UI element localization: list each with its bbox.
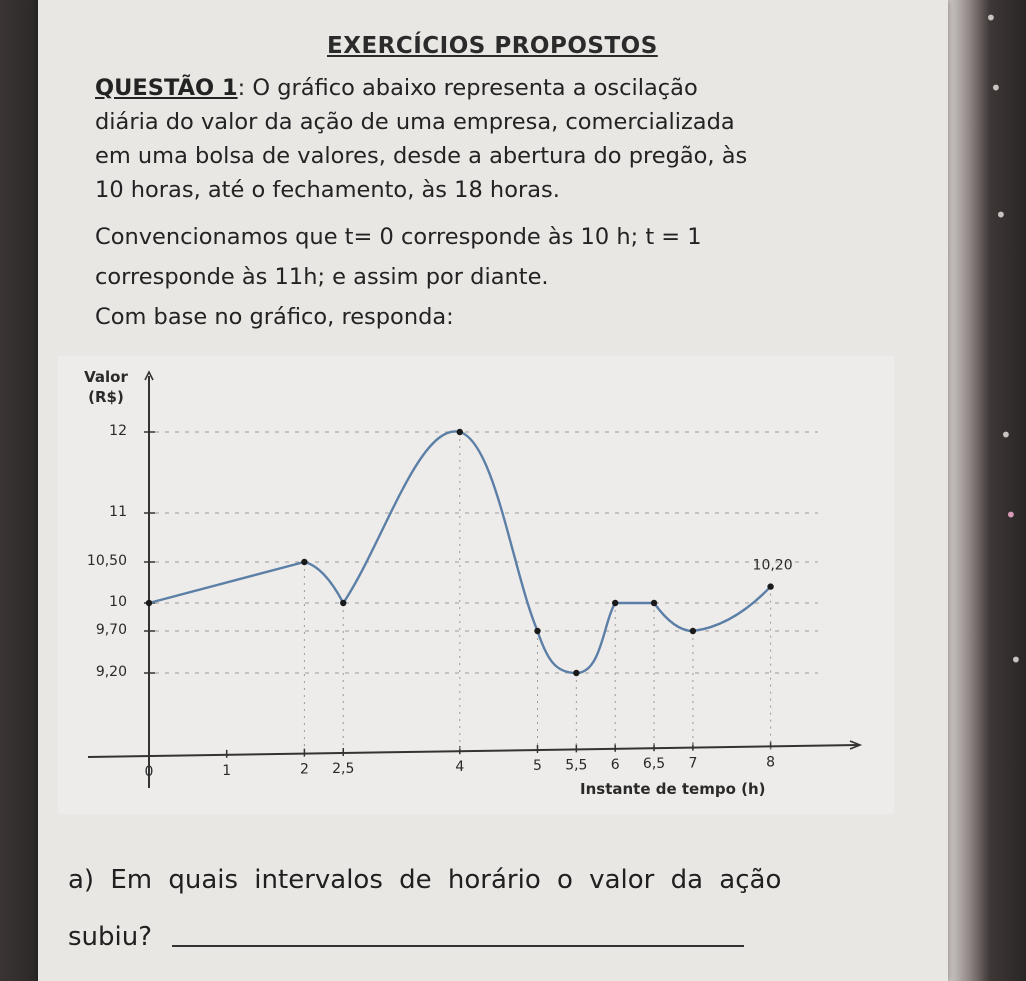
x-tick-label: 5,5 — [565, 757, 588, 774]
data-point-1 — [301, 559, 307, 565]
chart-box — [58, 356, 894, 814]
pencil-mark: • — [1010, 648, 1022, 672]
pencil-mark: • — [985, 6, 997, 30]
x-axis-label: Instante de tempo (h) — [580, 780, 766, 798]
x-tick-label: 2 — [299, 761, 309, 778]
background-right — [946, 0, 1026, 981]
data-point-4 — [534, 628, 540, 634]
question-line-6: corresponde às 11h; e assim por diante. — [95, 264, 549, 290]
answer-line[interactable] — [172, 945, 744, 947]
question-text: O gráfico abaixo representa a oscilação — [245, 75, 698, 101]
y-tick-label: 9,20 — [95, 664, 127, 680]
x-tick-label: 5 — [533, 757, 542, 774]
question-a-line-1: a) Em quais intervalos de horário o valor da ação — [68, 865, 782, 895]
data-point-3 — [457, 429, 463, 435]
question-line-2: diária do valor da ação de uma empresa, comercializada — [95, 109, 735, 135]
data-point-5 — [573, 670, 579, 676]
pencil-mark: • — [990, 76, 1002, 100]
background-left — [0, 0, 40, 981]
question-colon: : — [237, 75, 246, 101]
pencil-mark: • — [1005, 503, 1017, 527]
question-line-7: Com base no gráfico, responda: — [95, 304, 454, 330]
x-tick-label: 6,5 — [642, 756, 666, 773]
y-tick-label: 11 — [109, 504, 127, 520]
y-tick-label: 12 — [109, 423, 127, 439]
y-tick-label: 9,70 — [95, 622, 127, 638]
data-point-8 — [690, 628, 696, 634]
question-a-line-2: subiu? — [68, 922, 153, 952]
x-tick-label: 7 — [688, 755, 698, 772]
y-tick-label: 10 — [109, 594, 127, 610]
data-point-7 — [651, 600, 657, 606]
data-point-6 — [612, 600, 618, 606]
question-label: QUESTÃO 1 — [95, 75, 238, 101]
data-point-0 — [146, 600, 152, 606]
question-line-5: Convencionamos que t= 0 corresponde às 10 h; t = 1 — [95, 224, 702, 250]
x-tick-label: 1 — [222, 762, 232, 779]
data-point-2 — [340, 600, 346, 606]
question-line-3: em uma bolsa de valores, desde a abertura do pregão, às — [95, 143, 748, 169]
data-label: 10,20 — [752, 557, 793, 574]
data-point-9 — [767, 583, 773, 589]
x-tick-label: 8 — [766, 754, 776, 771]
question-line-1 — [95, 72, 698, 106]
pencil-mark: • — [995, 203, 1007, 227]
question-line-4: 10 horas, até o fechamento, às 18 horas. — [95, 177, 560, 203]
y-tick-label: 10,50 — [86, 553, 127, 569]
y-axis-unit-label: (R$) — [88, 388, 124, 406]
x-axis — [88, 745, 858, 757]
x-tick-label: 4 — [455, 759, 465, 776]
page-title: EXERCÍCIOS PROPOSTOS — [327, 33, 658, 59]
pencil-mark: • — [1000, 423, 1012, 447]
line-chart — [58, 356, 894, 814]
y-axis-label: Valor — [84, 368, 128, 386]
x-tick-label: 0 — [144, 764, 154, 781]
x-tick-label: 2,5 — [332, 761, 355, 778]
x-tick-label: 6 — [610, 756, 620, 773]
